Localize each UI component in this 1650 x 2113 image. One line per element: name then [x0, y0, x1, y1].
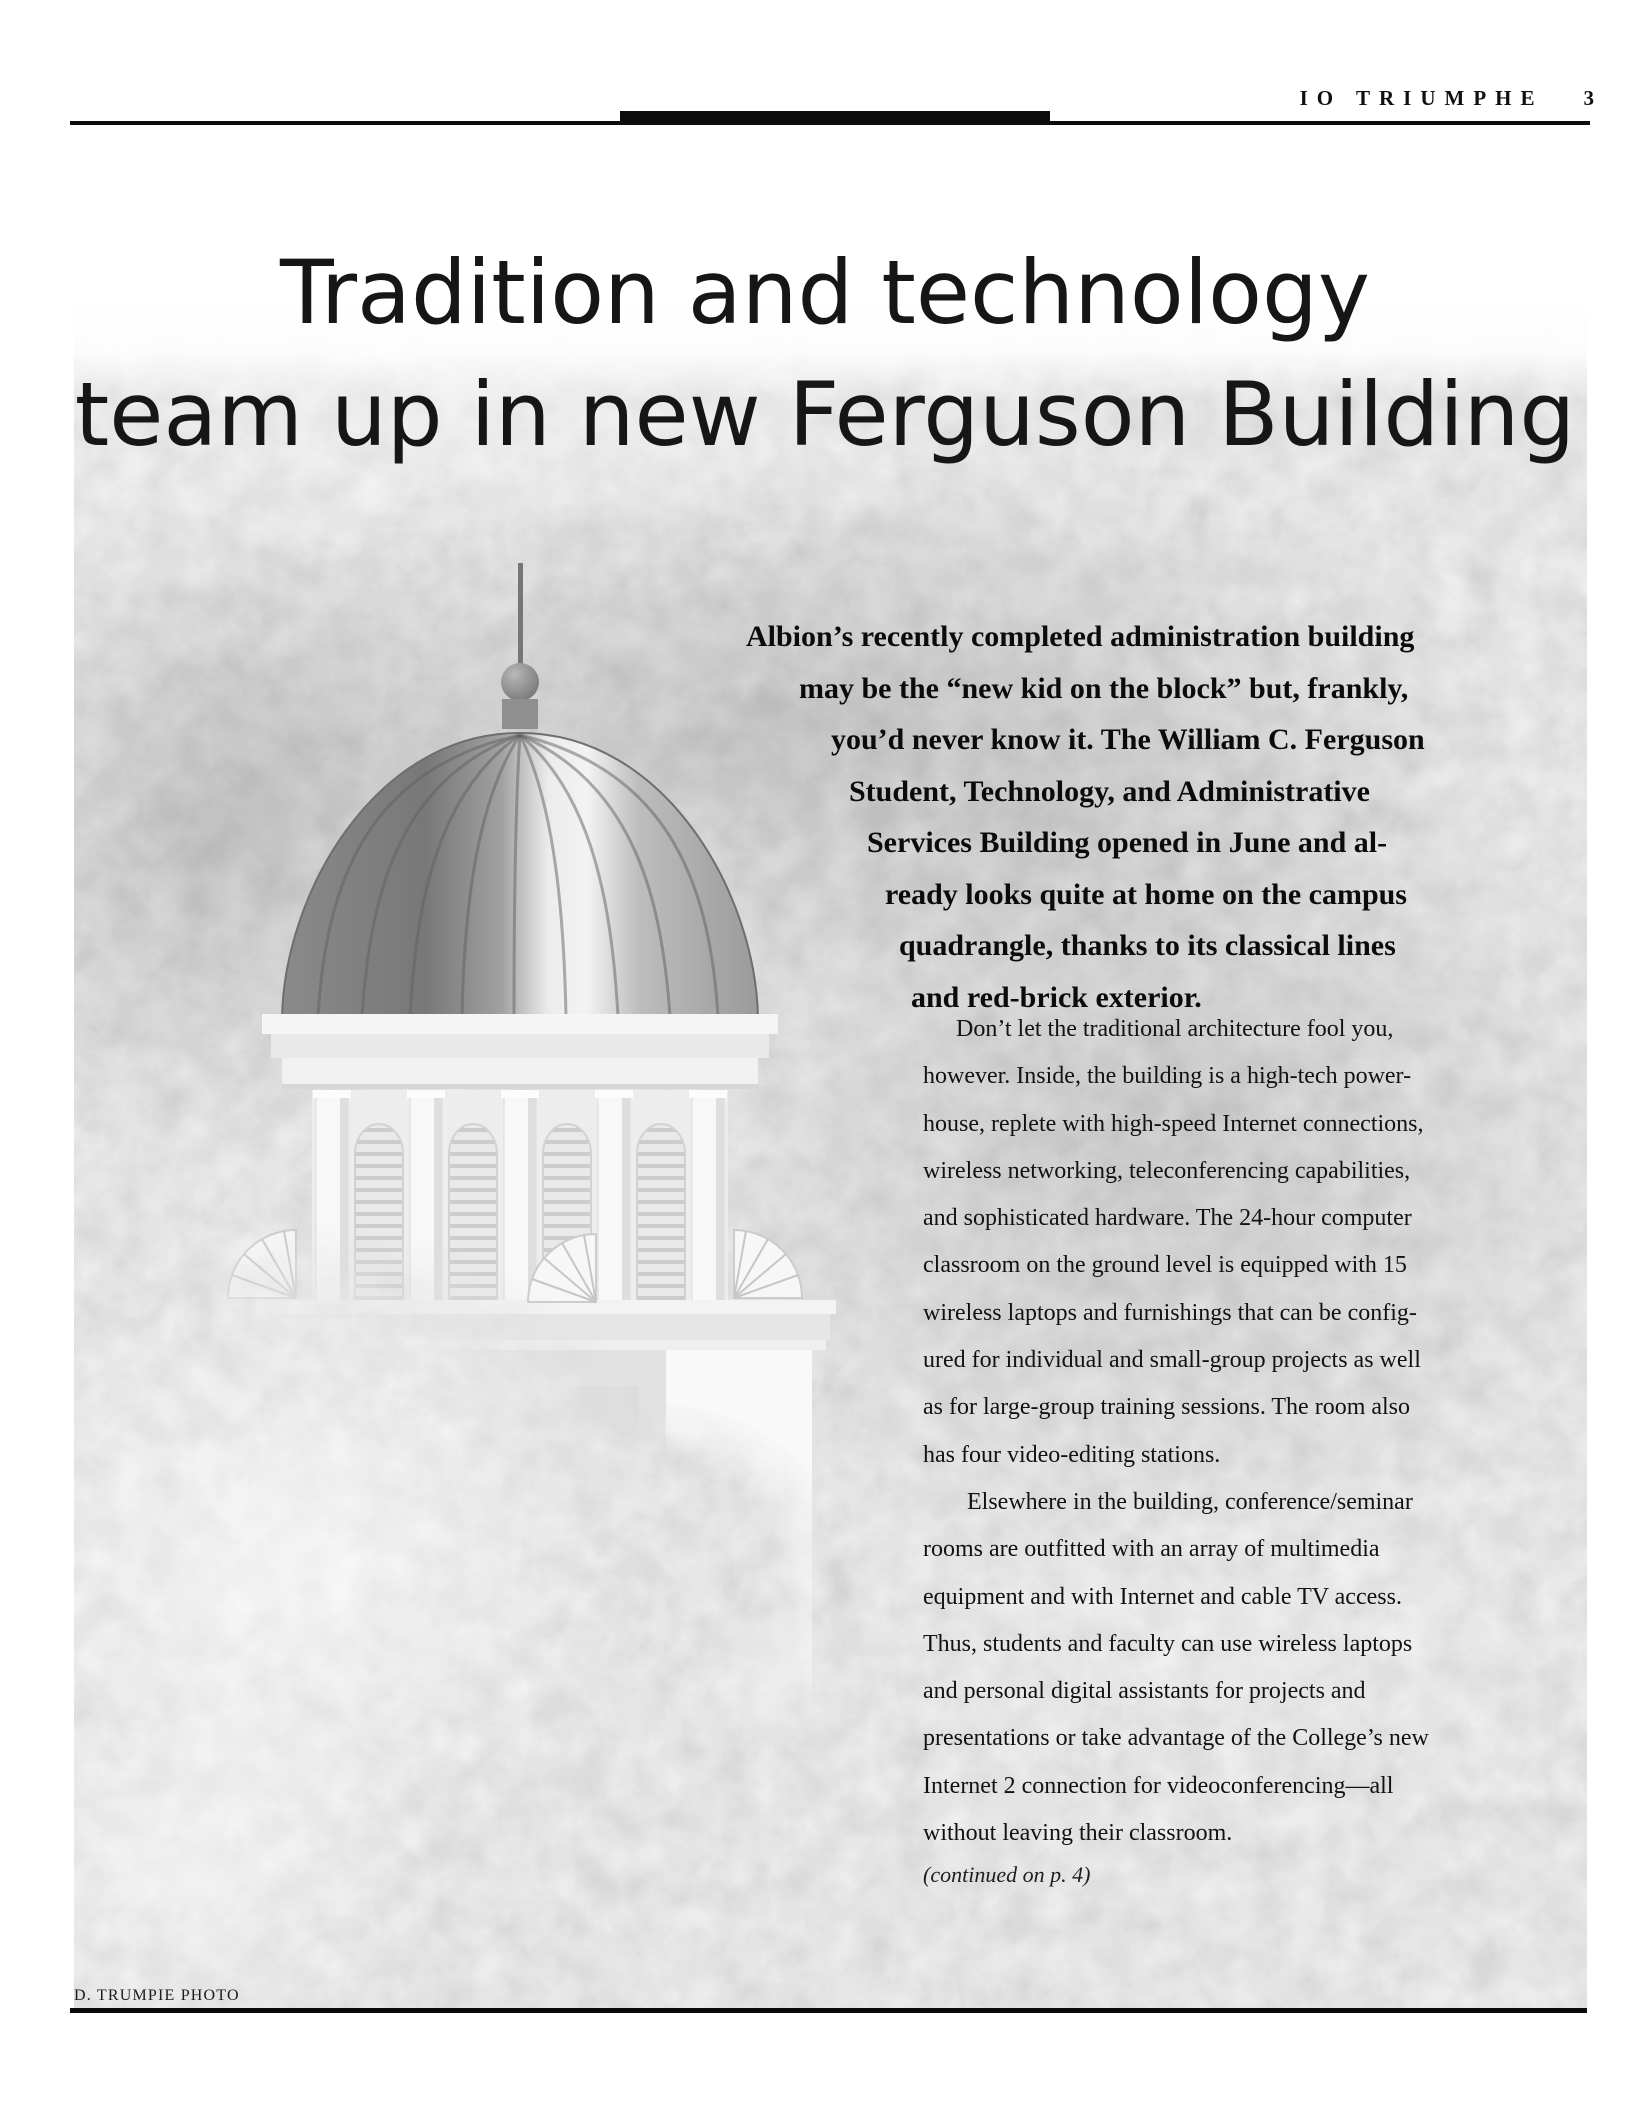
body-line: house, replete with high-speed Internet connections, [923, 1110, 1424, 1137]
body-line: Thus, students and faculty can use wireless laptops [923, 1630, 1413, 1657]
body-line: classroom on the ground level is equipped with 15 [923, 1252, 1407, 1279]
magazine-title: IO TRIUMPHE [1299, 86, 1544, 110]
body-line: rooms are outfitted with an array of multimedia [923, 1536, 1380, 1563]
photo-credit: D. TRUMPIE PHOTO [74, 1987, 240, 2004]
body-line: Internet 2 connection for videoconferencing—all [923, 1772, 1394, 1799]
photo-bottom-rule [70, 2008, 1587, 2013]
lede-line: and red-brick exterior. [911, 980, 1202, 1014]
lede-line: Albion’s recently completed administration building [746, 620, 1415, 653]
lede-line: quadrangle, thanks to its classical lines [899, 929, 1396, 962]
lede-line: ready looks quite at home on the campus [885, 877, 1407, 911]
body-line: Elsewhere in the building, conference/seminar [967, 1488, 1413, 1515]
body-line: and personal digital assistants for projects and [923, 1678, 1366, 1705]
body-line: however. Inside, the building is a high-tech power- [923, 1063, 1412, 1090]
lede-line: may be the “new kid on the block” but, frankly, [799, 671, 1409, 705]
article-body [923, 1006, 1429, 1857]
headline-line2: team up in new Ferguson Building [74, 363, 1576, 466]
page-number: 3 [1583, 86, 1594, 110]
header-rule [70, 121, 1590, 125]
running-head [1300, 86, 1594, 111]
headline-line1: Tradition and technology [280, 241, 1370, 344]
body-line: and sophisticated hardware. The 24-hour computer [923, 1205, 1412, 1232]
body-line: ured for individual and small-group projects as well [923, 1347, 1421, 1374]
body-line: wireless laptops and furnishings that can be config- [923, 1299, 1417, 1326]
body-line: has four video-editing stations. [923, 1441, 1221, 1468]
lede-line: Student, Technology, and Administrative [849, 774, 1370, 808]
body-line: Don’t let the traditional architecture fool you, [956, 1016, 1394, 1042]
headline [0, 232, 1650, 476]
continued-note: (continued on p. 4) [923, 1862, 1091, 1887]
body-line: presentations or take advantage of the College’s new [923, 1725, 1429, 1752]
lede-line: you’d never know it. The William C. Ferguson [831, 723, 1425, 756]
body-line: without leaving their classroom. [923, 1820, 1233, 1847]
body-line: equipment and with Internet and cable TV access. [923, 1583, 1402, 1610]
body-line: as for large-group training sessions. The room also [923, 1394, 1411, 1421]
lede-line: Services Building opened in June and al- [867, 826, 1388, 859]
body-line: wireless networking, teleconferencing capabilities, [923, 1157, 1411, 1184]
lede-paragraph [0, 611, 1425, 1023]
